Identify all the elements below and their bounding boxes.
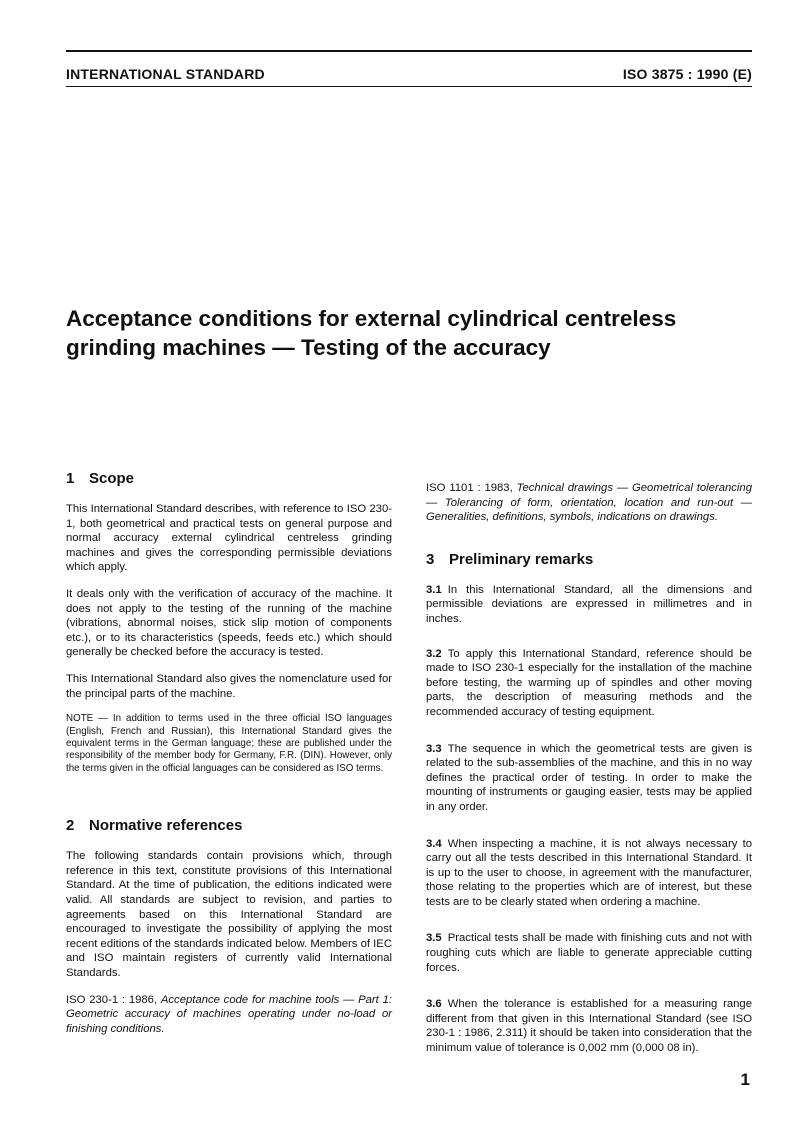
- scope-paragraph-1: This International Standard describes, with reference to ISO 230-1, both geometrical and practical tests on general purpose and normal accuracy external cylindrical centreless grinding machines and gives the corresponding permissible deviations which apply.: [66, 503, 392, 574]
- scope-paragraph-2: It deals only with the verification of accuracy of the machine. It does not apply to the testing of the running of the machine (vibrations, abnormal noises, stick slip motion of components etc.), or to its characteristics (speeds, feeds etc.) which should generally be checked before the accuracy is tested.: [66, 587, 392, 659]
- normative-references-paragraph: The following standards contain provisions which, through reference in this text, constitute provisions of this International Standard. At the time of publication, the editions indicated were valid. All standards are subject to revision, and parties to agreements based on this International Standard are encouraged to investigate the possibility of applying the most recent editions of the standards indicated below. Members of IEC and ISO maintain registers of currently valid International Standards.: [66, 850, 392, 979]
- header-rule: [66, 86, 752, 87]
- section-2-number: 2: [66, 817, 75, 835]
- reference-iso-230-1: [66, 993, 392, 1037]
- scope-paragraph-3: This International Standard also gives the nomenclature used for the principal parts of the machine.: [66, 672, 392, 700]
- scope-note: NOTE — In addition to terms used in the three official ISO languages (English, French and Russian), this International Standard gives the equivalent terms in the German language; these are published under the responsibility of the member body for Germany, F.R. (DIN). However, only the terms given in the official languages can be considered as ISO terms.: [66, 713, 392, 774]
- document-title: [66, 304, 756, 362]
- page-number: 1: [740, 1070, 750, 1089]
- section-2-heading: [66, 817, 392, 835]
- remark-3-5: 3.5 Practical tests shall be made with finishing cuts and not with roughing cuts which are liable to generate appreciable cutting forces.: [426, 932, 752, 974]
- left-column: [66, 470, 392, 1048]
- top-rule: [66, 50, 752, 52]
- remark-3-3: 3.3 The sequence in which the geometrical tests are given is related to the sub-assemblies of the machine, and this in no way defines the practical order of testing. In order to make the mounting of instruments or gauging easier, tests may be applied in any order.: [426, 742, 752, 813]
- remark-3-6: 3.6 When the tolerance is established for a measuring range different from that given in this International Standard (see ISO 230-1 : 1986, 2.311) it should be taken into consideration that the minimum value of tolerance is 0,002 mm (0,000 08 in).: [426, 998, 752, 1055]
- section-3-title: Preliminary remarks: [449, 550, 594, 568]
- reference-1-code: ISO 230-1 : 1986,: [66, 993, 158, 1006]
- reference-2-title: Technical drawings — Geometrical tolerancing — Tolerancing of form, orientation, location and run-out — Generalities, definitions, symbols, indications on drawings.: [426, 482, 752, 524]
- section-2-title: Normative references: [89, 817, 243, 835]
- remark-3-4: 3.4 When inspecting a machine, it is not always necessary to carry out all the tests described in this International Standard. It is up to the user to choose, in agreement with the manufacturer, those relating to the properties which are of interest, but these tests are to be clearly stated when ordering a machine.: [426, 837, 752, 908]
- right-column: [426, 481, 752, 1068]
- section-1-heading: [66, 470, 392, 488]
- section-1-number: 1: [66, 470, 75, 487]
- reference-2-code: ISO 1101 : 1983,: [426, 482, 513, 494]
- header-document-number: ISO 3875 : 1990 (E): [622, 66, 752, 82]
- title-line-1: Acceptance conditions for external cylindrical centreless: [66, 306, 677, 331]
- title-line-2: grinding machines — Testing of the accuracy: [66, 335, 551, 360]
- remark-3-2: 3.2 To apply this International Standard, reference should be made to ISO 230-1 especially for the installation of the machine before testing, the warming up of spindles and other moving parts, the description of measuring methods and the recommended accuracy of testing equipment.: [426, 647, 752, 718]
- header-standard-label: INTERNATIONAL STANDARD: [66, 66, 265, 82]
- reference-iso-1101: [426, 481, 752, 525]
- section-3-heading: [426, 551, 752, 569]
- reference-1-title: Acceptance code for machine tools — Part 1: Geometric accuracy of machines operating under no-load or finishing conditions.: [66, 993, 393, 1035]
- section-1-title: Scope: [89, 470, 135, 487]
- section-3-number: 3: [426, 550, 435, 568]
- remark-3-1: 3.1 In this International Standard, all the dimensions and permissible deviations are expressed in millimetres and in inches.: [426, 583, 752, 625]
